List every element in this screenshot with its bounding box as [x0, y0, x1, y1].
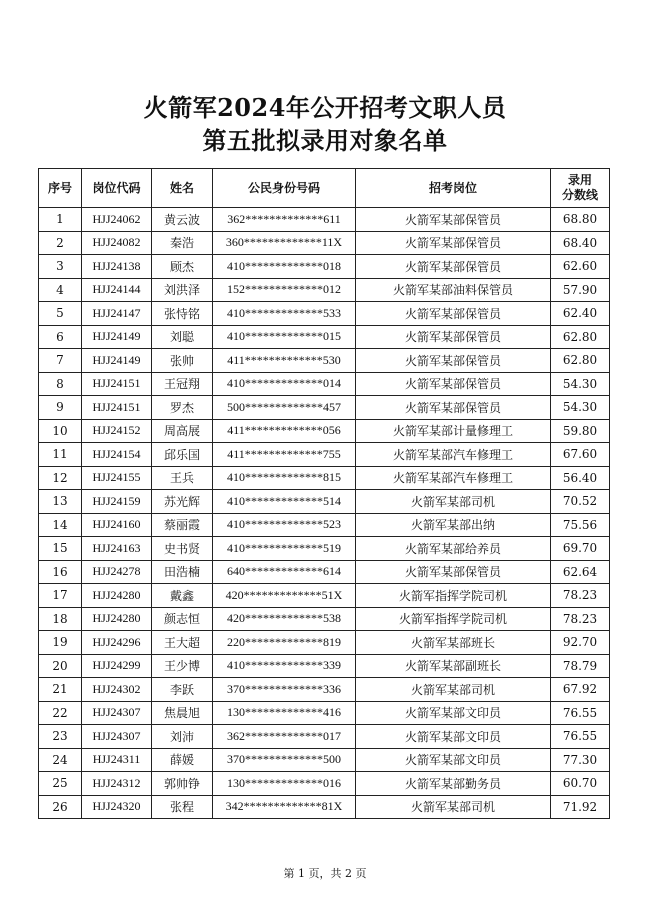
cell-position: 火箭军某部保管员 [356, 325, 551, 349]
cell-score: 68.80 [551, 208, 610, 232]
table-row [39, 725, 610, 749]
table-row [39, 490, 610, 514]
document-title-line2: 第五批拟录用对象名单 [202, 126, 448, 155]
cell-seq: 22 [39, 701, 82, 725]
cell-seq: 2 [39, 231, 82, 255]
header-seq: 序号 [39, 169, 82, 208]
cell-seq: 15 [39, 537, 82, 561]
cell-post-code: HJJ24147 [82, 302, 152, 326]
cell-name: 刘洪泽 [152, 278, 213, 302]
cell-position: 火箭军某部保管员 [356, 208, 551, 232]
table-row [39, 772, 610, 796]
cell-score: 77.30 [551, 748, 610, 772]
cell-name: 颜志恒 [152, 607, 213, 631]
cell-name: 李跃 [152, 678, 213, 702]
table-row [39, 302, 610, 326]
cell-id-number: 640*************614 [213, 560, 356, 584]
cell-score: 62.64 [551, 560, 610, 584]
cell-seq: 13 [39, 490, 82, 514]
cell-id-number: 410*************018 [213, 255, 356, 279]
cell-score: 62.40 [551, 302, 610, 326]
cell-position: 火箭军某部计量修理工 [356, 419, 551, 443]
cell-id-number: 410*************514 [213, 490, 356, 514]
header-name: 姓名 [152, 169, 213, 208]
cell-name: 张帅 [152, 349, 213, 373]
cell-post-code: HJJ24149 [82, 349, 152, 373]
cell-seq: 26 [39, 795, 82, 819]
table-body [39, 208, 610, 819]
cell-id-number: 130*************416 [213, 701, 356, 725]
table-row [39, 513, 610, 537]
cell-name: 王少博 [152, 654, 213, 678]
cell-post-code: HJJ24160 [82, 513, 152, 537]
cell-score: 69.70 [551, 537, 610, 561]
cell-post-code: HJJ24296 [82, 631, 152, 655]
cell-name: 张程 [152, 795, 213, 819]
cell-seq: 9 [39, 396, 82, 420]
cell-name: 刘沛 [152, 725, 213, 749]
cell-id-number: 362*************611 [213, 208, 356, 232]
cell-seq: 18 [39, 607, 82, 631]
cell-position: 火箭军指挥学院司机 [356, 607, 551, 631]
cell-seq: 6 [39, 325, 82, 349]
cell-id-number: 411*************530 [213, 349, 356, 373]
cell-score: 59.80 [551, 419, 610, 443]
cell-id-number: 370*************336 [213, 678, 356, 702]
cell-seq: 16 [39, 560, 82, 584]
table-row [39, 701, 610, 725]
cell-name: 罗杰 [152, 396, 213, 420]
table-row [39, 607, 610, 631]
cell-id-number: 220*************819 [213, 631, 356, 655]
header-id-number: 公民身份号码 [213, 169, 356, 208]
cell-name: 苏光辉 [152, 490, 213, 514]
cell-position: 火箭军某部司机 [356, 490, 551, 514]
table-header-row [39, 169, 610, 208]
page-footer: 第 1 页，共 2 页 [283, 867, 367, 880]
cell-position: 火箭军某部勤务员 [356, 772, 551, 796]
cell-id-number: 362*************017 [213, 725, 356, 749]
cell-id-number: 410*************014 [213, 372, 356, 396]
cell-id-number: 420*************538 [213, 607, 356, 631]
cell-post-code: HJJ24280 [82, 607, 152, 631]
cell-post-code: HJJ24311 [82, 748, 152, 772]
table-row [39, 795, 610, 819]
cell-seq: 14 [39, 513, 82, 537]
cell-post-code: HJJ24151 [82, 396, 152, 420]
cell-post-code: HJJ24154 [82, 443, 152, 467]
table-row [39, 278, 610, 302]
table-row [39, 654, 610, 678]
cell-post-code: HJJ24159 [82, 490, 152, 514]
cell-name: 郭帅铮 [152, 772, 213, 796]
cell-seq: 24 [39, 748, 82, 772]
table-row [39, 584, 610, 608]
header-post-code: 岗位代码 [82, 169, 152, 208]
table-row [39, 325, 610, 349]
cell-position: 火箭军某部保管员 [356, 302, 551, 326]
cell-id-number: 410*************815 [213, 466, 356, 490]
cell-post-code: HJJ24138 [82, 255, 152, 279]
cell-post-code: HJJ24307 [82, 725, 152, 749]
cell-position: 火箭军某部班长 [356, 631, 551, 655]
cell-position: 火箭军某部司机 [356, 678, 551, 702]
cell-score: 78.23 [551, 607, 610, 631]
cell-score: 54.30 [551, 372, 610, 396]
cell-name: 周高展 [152, 419, 213, 443]
cell-score: 67.60 [551, 443, 610, 467]
cell-score: 62.80 [551, 325, 610, 349]
cell-score: 62.80 [551, 349, 610, 373]
cell-post-code: HJJ24320 [82, 795, 152, 819]
table-row [39, 396, 610, 420]
table-row [39, 372, 610, 396]
cell-id-number: 411*************056 [213, 419, 356, 443]
cell-position: 火箭军指挥学院司机 [356, 584, 551, 608]
table-row [39, 255, 610, 279]
header-score [551, 169, 610, 208]
cell-score: 71.92 [551, 795, 610, 819]
cell-post-code: HJJ24152 [82, 419, 152, 443]
header-score-line2: 分数线 [561, 188, 598, 202]
document-title-line1: 火箭军2024年公开招考文职人员 [143, 93, 507, 122]
cell-position: 火箭军某部司机 [356, 795, 551, 819]
cell-name: 王大超 [152, 631, 213, 655]
cell-score: 60.70 [551, 772, 610, 796]
table-row [39, 443, 610, 467]
header-position: 招考岗位 [356, 169, 551, 208]
cell-score: 75.56 [551, 513, 610, 537]
cell-id-number: 410*************339 [213, 654, 356, 678]
cell-score: 67.92 [551, 678, 610, 702]
cell-seq: 8 [39, 372, 82, 396]
table-row [39, 537, 610, 561]
cell-name: 黄云波 [152, 208, 213, 232]
cell-position: 火箭军某部保管员 [356, 396, 551, 420]
cell-position: 火箭军某部出纳 [356, 513, 551, 537]
cell-id-number: 130*************016 [213, 772, 356, 796]
cell-seq: 21 [39, 678, 82, 702]
table-row [39, 349, 610, 373]
cell-post-code: HJJ24151 [82, 372, 152, 396]
cell-seq: 25 [39, 772, 82, 796]
cell-position: 火箭军某部文印员 [356, 725, 551, 749]
cell-position: 火箭军某部汽车修理工 [356, 466, 551, 490]
cell-name: 秦浩 [152, 231, 213, 255]
cell-position: 火箭军某部保管员 [356, 560, 551, 584]
cell-score: 70.52 [551, 490, 610, 514]
cell-score: 54.30 [551, 396, 610, 420]
cell-position: 火箭军某部油料保管员 [356, 278, 551, 302]
cell-seq: 19 [39, 631, 82, 655]
table-row [39, 678, 610, 702]
cell-post-code: HJJ24163 [82, 537, 152, 561]
cell-name: 焦晨旭 [152, 701, 213, 725]
cell-name: 薛媛 [152, 748, 213, 772]
table-row [39, 466, 610, 490]
cell-position: 火箭军某部给养员 [356, 537, 551, 561]
cell-id-number: 420*************51X [213, 584, 356, 608]
cell-post-code: HJJ24062 [82, 208, 152, 232]
cell-id-number: 370*************500 [213, 748, 356, 772]
cell-seq: 4 [39, 278, 82, 302]
cell-position: 火箭军某部保管员 [356, 349, 551, 373]
cell-name: 史书贤 [152, 537, 213, 561]
cell-name: 王冠翔 [152, 372, 213, 396]
cell-id-number: 410*************015 [213, 325, 356, 349]
cell-position: 火箭军某部汽车修理工 [356, 443, 551, 467]
cell-id-number: 410*************523 [213, 513, 356, 537]
cell-seq: 20 [39, 654, 82, 678]
cell-post-code: HJJ24312 [82, 772, 152, 796]
cell-position: 火箭军某部保管员 [356, 255, 551, 279]
cell-name: 邱乐国 [152, 443, 213, 467]
cell-position: 火箭军某部文印员 [356, 748, 551, 772]
cell-post-code: HJJ24299 [82, 654, 152, 678]
cell-id-number: 411*************755 [213, 443, 356, 467]
cell-seq: 10 [39, 419, 82, 443]
table-row [39, 231, 610, 255]
cell-score: 78.23 [551, 584, 610, 608]
cell-name: 蔡丽霞 [152, 513, 213, 537]
cell-score: 57.90 [551, 278, 610, 302]
table-row [39, 748, 610, 772]
cell-post-code: HJJ24280 [82, 584, 152, 608]
cell-id-number: 360*************11X [213, 231, 356, 255]
cell-id-number: 410*************533 [213, 302, 356, 326]
cell-name: 刘聪 [152, 325, 213, 349]
cell-score: 76.55 [551, 725, 610, 749]
cell-id-number: 342*************81X [213, 795, 356, 819]
cell-score: 78.79 [551, 654, 610, 678]
cell-name: 戴鑫 [152, 584, 213, 608]
cell-name: 张恃铭 [152, 302, 213, 326]
cell-seq: 7 [39, 349, 82, 373]
cell-seq: 11 [39, 443, 82, 467]
cell-name: 顾杰 [152, 255, 213, 279]
cell-name: 田浩楠 [152, 560, 213, 584]
cell-score: 62.60 [551, 255, 610, 279]
cell-name: 王兵 [152, 466, 213, 490]
cell-post-code: HJJ24278 [82, 560, 152, 584]
cell-seq: 1 [39, 208, 82, 232]
cell-seq: 12 [39, 466, 82, 490]
cell-id-number: 500*************457 [213, 396, 356, 420]
cell-post-code: HJJ24307 [82, 701, 152, 725]
cell-post-code: HJJ24144 [82, 278, 152, 302]
cell-post-code: HJJ24149 [82, 325, 152, 349]
cell-seq: 23 [39, 725, 82, 749]
table-row [39, 208, 610, 232]
cell-score: 76.55 [551, 701, 610, 725]
cell-seq: 5 [39, 302, 82, 326]
table-row [39, 419, 610, 443]
candidate-table [38, 168, 610, 819]
cell-seq: 3 [39, 255, 82, 279]
table-row [39, 560, 610, 584]
cell-post-code: HJJ24155 [82, 466, 152, 490]
cell-score: 92.70 [551, 631, 610, 655]
cell-seq: 17 [39, 584, 82, 608]
cell-position: 火箭军某部保管员 [356, 372, 551, 396]
header-score-line1: 录用 [567, 173, 592, 187]
cell-score: 68.40 [551, 231, 610, 255]
cell-position: 火箭军某部保管员 [356, 231, 551, 255]
cell-position: 火箭军某部副班长 [356, 654, 551, 678]
cell-post-code: HJJ24082 [82, 231, 152, 255]
cell-id-number: 410*************519 [213, 537, 356, 561]
cell-id-number: 152*************012 [213, 278, 356, 302]
cell-score: 56.40 [551, 466, 610, 490]
cell-post-code: HJJ24302 [82, 678, 152, 702]
cell-position: 火箭军某部文印员 [356, 701, 551, 725]
table-row [39, 631, 610, 655]
